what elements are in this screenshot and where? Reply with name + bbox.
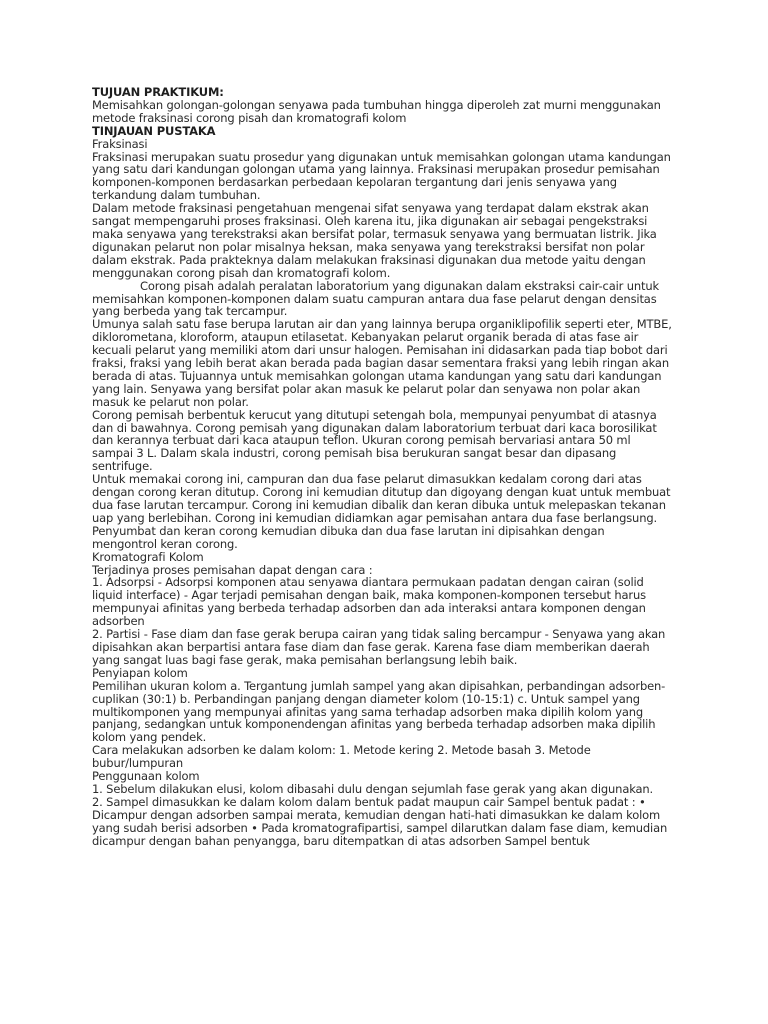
body-paragraph: Cara melakukan adsorben ke dalam kolom: 1. Metode kering 2. Metode basah 3. Metode bubur/lumpuran bbox=[92, 743, 591, 771]
indented-paragraph: Corong pisah adalah peralatan laboratorium yang digunakan dalam ekstraksi cair-cair untuk memisahkan komponen-komponen dalam suatu campuran antara dua fase pelarut dengan densitas yang berbeda yang tak tercampur. bbox=[92, 278, 660, 319]
body-paragraph: Penggunaan kolom bbox=[92, 769, 200, 784]
body-paragraph: Dalam metode fraksinasi pengetahuan mengenai sifat senyawa yang terdapat dalam ekstrak akan sangat mempengaruhi proses fraksinasi. Oleh karena itu, jika digunakan air sebagai pengekstraksi maka senyawa yang terekstraksi akan bersifat polar, termasuk senyawa yang bermuatan listrik. Jika digunakan pelarut non polar misalnya heksan, maka senyawa yang terekstraksi bersifat non polar dalam ekstrak. Pada prakteknya dalam melakukan fraksinasi digunakan dua metode yaitu dengan menggunakan corong pisah dan kromatografi kolom. bbox=[92, 201, 657, 280]
body-paragraph: 1. Adsorpsi - Adsorpsi komponen atau senyawa diantara permukaan padatan dengan cairan (solid liquid interface) - Agar terjadi pemisahan dengan baik, maka komponen-komponen tersebut harus mempunyai afinitas yang berbeda terhadap adsorben dan ada interaksi antara komponen dengan adsorben bbox=[92, 575, 646, 629]
body-paragraph: 2. Partisi - Fase diam dan fase gerak berupa cairan yang tidak saling bercampur - Senyawa yang akan dipisahkan akan berpartisi antara fase diam dan fase gerak. Karena fase diam memberikan daerah yang sangat luas bagi fase gerak, maka pemisahan berlangsung lebih baik. bbox=[92, 627, 666, 667]
body-paragraph: Penyiapan kolom bbox=[92, 665, 188, 680]
body-paragraph: Corong pemisah berbentuk kerucut yang ditutupi setengah bola, mempunyai penyumbat di atasnya dan di bawahnya. Corong pemisah yang digunakan dalam laboratorium terbuat dari kaca borosilikat dan kerannya terbuat dari kaca ataupun teflon. Ukuran corong pemisah bervariasi antara 50 ml sampai 3 L. Dalam skala industri, corong pemisah bisa berukuran sangat besar dan dipasang sentrifuge. bbox=[92, 407, 657, 474]
body-paragraph: Fraksinasi bbox=[92, 136, 148, 151]
body-paragraph: Pemilihan ukuran kolom a. Tergantung jumlah sampel yang akan dipisahkan, perbandingan adsorben-cuplikan (30:1) b. Perbandingan panjang dengan diameter kolom (10-15:1) c. Untuk sampel yang multikomponen yang mempunyai afinitas yang sama terhadap adsorben maka dipilih kolom yang panjang, sedangkan untuk komponendengan afinitas yang berbeda terhadap adsorben maka dipilih kolom yang pendek. bbox=[92, 678, 666, 745]
section-heading: TUJUAN PRAKTIKUM: bbox=[92, 85, 224, 99]
body-paragraph: Terjadinya proses pemisahan dapat dengan cara : bbox=[92, 562, 373, 577]
body-paragraph: Umunya salah satu fase berupa larutan air dan yang lainnya berupa organiklipofilik seperti eter, MTBE, diklorometana, kloroform, ataupun etilasetat. Kebanyakan pelarut organik berada di atas fase air kecuali pelarut yang memiliki atom dari unsur halogen. Pemisahan ini didasarkan pada tiap bobot dari fraksi, fraksi yang lebih berat akan berada pada bagian dasar sementara fraksi yang lebih ringan akan berada di atas. Tujuannya untuk memisahkan golongan utama kandungan yang satu dari kandungan yang lain. Senyawa yang bersifat polar akan masuk ke pelarut polar dan senyawa non polar akan masuk ke pelarut non polar. bbox=[92, 317, 672, 409]
section-heading: TINJAUAN PUSTAKA bbox=[92, 123, 216, 138]
document-page bbox=[92, 86, 672, 847]
body-paragraph: Kromatografi Kolom bbox=[92, 549, 204, 564]
body-paragraph: Untuk memakai corong ini, campuran dan dua fase pelarut dimasukkan kedalam corong dari atas dengan corong keran ditutup. Corong ini kemudian ditutup dan digoyang dengan kuat untuk membuat dua fase larutan tercampur. Corong ini kemudian dibalik dan keran dibuka untuk melepaskan tekanan uap yang berlebihan. Corong ini kemudian didiamkan agar pemisahan antara dua fase berlangsung. Penyumbat dan keran corong kemudian dibuka dan dua fase larutan ini dipisahkan dengan mengontrol keran corong. bbox=[92, 472, 671, 551]
body-paragraph: Memisahkan golongan-golongan senyawa pada tumbuhan hingga diperoleh zat murni menggunakan metode fraksinasi corong pisah dan kromatografi kolom bbox=[92, 97, 661, 125]
body-paragraph: Fraksinasi merupakan suatu prosedur yang digunakan untuk memisahkan golongan utama kandungan yang satu dari kandungan golongan utama yang lainnya. Fraksinasi merupakan prosedur pemisahan komponen-komponen berdasarkan perbedaan kepolaran tergantung dari jenis senyawa yang terkandung dalam tumbuhan. bbox=[92, 149, 671, 203]
body-paragraph: 2. Sampel dimasukkan ke dalam kolom dalam bentuk padat maupun cair Sampel bentuk padat : • Dicampur dengan adsorben sampai merata, kemudian dengan hati-hati dimasukkan ke dalam kolom yang sudah berisi adsorben • Pada kromatografipartisi, sampel dilarutkan dalam fase diam, kemudian dicampur dengan bahan penyangga, baru ditempatkan di atas adsorben Sampel bentuk bbox=[92, 794, 668, 848]
body-paragraph: 1. Sebelum dilakukan elusi, kolom dibasahi dulu dengan sejumlah fase gerak yang akan digunakan. bbox=[92, 781, 654, 796]
